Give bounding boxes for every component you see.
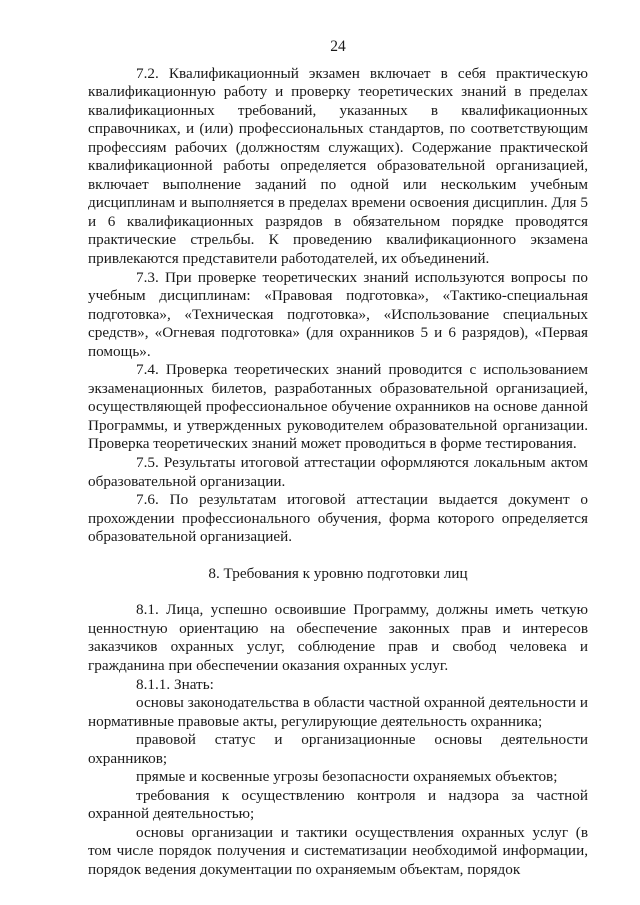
list-item: правовой статус и организационные основы деятельности охранников; [88,731,588,767]
paragraph-7-2: 7.2. Квалификационный экзамен включает в себя практическую квалификационную работу и проверку теоретических знаний в пределах квалификационных требований, указанных в квалификационных справочниках, и (или) профессиональных стандартов, по соответствующим профессиям рабочих (должностям служащих). Содержание практической квалификационной работы определяется образовательной организацией, включает выполнение заданий по одной или нескольким учебным дисциплинам и выполняется в пределах времени освоения дисциплин. Для 5 и 6 квалификационных разрядов в обязательном порядке проводятся практические стрельбы. К проведению квалификационного экзамена привлекаются представители работодателей, их объединений. [88,64,588,268]
section-title: 8. Требования к уровню подготовки лиц [208,564,468,582]
list-item: прямые и косвенные угрозы безопасности охраняемых объектов; [136,768,558,786]
list-item: требования к осуществлению контроля и надзора за частной охранной деятельностью; [88,786,588,823]
paragraph-7-6: 7.6. По результатам итоговой аттестации выдается документ о прохождении профессионального обучения, форма которого определяется образовательной организацией. [88,491,588,546]
document-page [88,38,588,880]
page-number: 24 [330,38,346,55]
paragraph-7-3: 7.3. При проверке теоретических знаний используются вопросы по учебным дисциплинам: «Правовая подготовка», «Тактико-специальная подготовка», «Техническая подготовка», «Использование специальных средств», «Огневая подготовка» (для охранников 5 и 6 разрядов), «Первая помощь». [88,268,588,360]
paragraph-8-1-1: 8.1.1. Знать: [136,675,214,693]
paragraph-7-4: 7.4. Проверка теоретических знаний проводится с использованием экзаменационных билетов, разработанных образовательной организацией, осуществляющей профессиональное обучение охранников на основе данной Программы, и утвержденных руководителем образовательной организации. Проверка теоретических знаний может проводиться в форме тестирования. [88,361,588,453]
paragraph-8-1: 8.1. Лица, успешно освоившие Программу, должны иметь четкую ценностную ориентацию на обеспечение законных прав и интересов заказчиков охранных услуг, соблюдение прав и свобод человека и гражданина при обеспечении оказания охранных услуг. [88,601,588,674]
list-item: основы законодательства в области частной охранной деятельности и нормативные правовые акты, регулирующие деятельность охранника; [88,694,588,730]
list-item: основы организации и тактики осуществления охранных услуг (в том числе порядок получения и систематизации необходимой информации, порядок ведения документации по охраняемым объектам, порядок [88,823,588,878]
paragraph-7-5: 7.5. Результаты итоговой аттестации оформляются локальным актом образовательной организации. [88,454,588,490]
